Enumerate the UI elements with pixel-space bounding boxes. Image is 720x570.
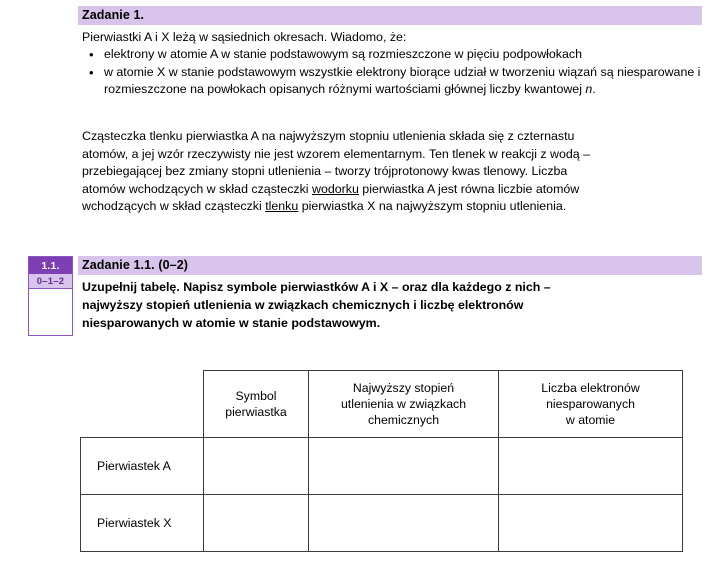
condition-1-text: elektrony w atomie A w stanie podstawowym są rozmieszczone w pięciu podpowłokach bbox=[104, 47, 582, 61]
table-header-row bbox=[81, 371, 683, 438]
paragraph-line-5-suffix: pierwiastka X na najwyższym stopniu utlenienia. bbox=[298, 199, 567, 214]
table-header-unpaired-electrons bbox=[499, 371, 683, 438]
score-box-task-number: 1.1. bbox=[29, 257, 72, 274]
paragraph-line-5-prefix: wchodzących w skład cząsteczki bbox=[82, 199, 266, 214]
condition-2-line-1: w atomie X w stanie podstawowym wszystkie elektrony biorące udział w tworzeniu wiązań bbox=[104, 64, 598, 79]
quantum-number-symbol: n bbox=[585, 82, 593, 97]
subtask-header-title: Zadanie 1.1. (0–2) bbox=[82, 258, 189, 272]
paragraph-line-4 bbox=[82, 181, 700, 199]
instruction-line-1: Uzupełnij tabelę. Napisz symbole pierwiastków A i X – oraz dla każdego z nich – bbox=[82, 280, 551, 294]
instruction-line-2: najwyższy stopień utlenienia w związkach chemicznych i liczbę elektronów bbox=[82, 298, 524, 312]
instruction-line-3: niesparowanych w atomie w stanie podstawowym. bbox=[82, 316, 381, 330]
table-row bbox=[81, 438, 683, 495]
condition-2-line-2: są niesparowane i rozmieszczone na powłokach opisanych różnymi wartościami głównej bbox=[104, 64, 701, 97]
header-symbol-line-2: pierwiastka bbox=[225, 405, 287, 419]
paragraph-line-5 bbox=[82, 198, 700, 216]
task-header-band bbox=[78, 6, 702, 25]
subtask-instruction bbox=[82, 278, 700, 332]
cell-element-a-unpaired-electrons[interactable] bbox=[499, 438, 683, 495]
task-header-title: Zadanie 1. bbox=[82, 8, 145, 22]
paragraph-line-3: przebiegającej bez zmiany stopni utlenienia – tworzy trójprotonowy kwas tlenowy. Liczba bbox=[82, 164, 568, 179]
list-item bbox=[104, 64, 720, 99]
header-electrons-line-1: Liczba elektronów bbox=[541, 381, 640, 395]
cell-element-x-oxidation-state[interactable] bbox=[309, 495, 499, 552]
header-electrons-line-3: w atomie bbox=[565, 413, 616, 427]
score-box bbox=[28, 256, 73, 336]
oxide-term: tlenku bbox=[265, 199, 299, 214]
paragraph-line-2: atomów, a jej wzór rzeczywisty nie jest wzorem elementarnym. Ten tlenek w reakcji z wodą – bbox=[82, 146, 590, 161]
header-oxidation-line-1: Najwyższy stopień bbox=[352, 381, 455, 395]
header-oxidation-line-2: utlenienia w związkach bbox=[340, 397, 467, 411]
paragraph-line-4-prefix: atomów wchodzących w skład cząsteczki bbox=[82, 181, 313, 196]
table-row bbox=[81, 495, 683, 552]
answer-table bbox=[80, 370, 683, 552]
paragraph-line-1: Cząsteczka tlenku pierwiastka A na najwyższym stopniu utlenienia składa się z czternastu bbox=[82, 129, 575, 143]
task-description-paragraph bbox=[82, 128, 700, 216]
header-electrons-line-2: niesparowanych bbox=[546, 397, 635, 411]
task-intro-label: Pierwiastki A i X leżą w sąsiednich okresach. Wiadomo, że: bbox=[82, 30, 407, 44]
cell-element-x-symbol[interactable] bbox=[204, 495, 309, 552]
header-oxidation-line-3: chemicznych bbox=[367, 413, 440, 427]
cell-element-a-symbol[interactable] bbox=[204, 438, 309, 495]
task-condition-list bbox=[82, 46, 720, 99]
row-label-element-x: Pierwiastek X bbox=[81, 495, 204, 552]
header-symbol-line-1: Symbol bbox=[235, 389, 277, 403]
condition-2-line-3-prefix: liczby kwantowej bbox=[489, 82, 586, 97]
score-box-awarded-field[interactable] bbox=[29, 289, 72, 335]
hydride-term: wodorku bbox=[312, 181, 359, 196]
table-corner-cell bbox=[81, 371, 204, 438]
list-item bbox=[104, 46, 720, 64]
row-label-element-a: Pierwiastek A bbox=[81, 438, 204, 495]
score-box-points-range: 0–1–2 bbox=[29, 274, 72, 289]
cell-element-a-oxidation-state[interactable] bbox=[309, 438, 499, 495]
task-intro-text bbox=[82, 29, 700, 47]
table-header-symbol bbox=[204, 371, 309, 438]
paragraph-line-4-suffix: pierwiastka A jest równa liczbie atomów bbox=[358, 181, 580, 196]
condition-2-line-3-suffix: . bbox=[592, 82, 596, 97]
subtask-header-band bbox=[78, 256, 702, 275]
cell-element-x-unpaired-electrons[interactable] bbox=[499, 495, 683, 552]
table-header-oxidation-state bbox=[309, 371, 499, 438]
